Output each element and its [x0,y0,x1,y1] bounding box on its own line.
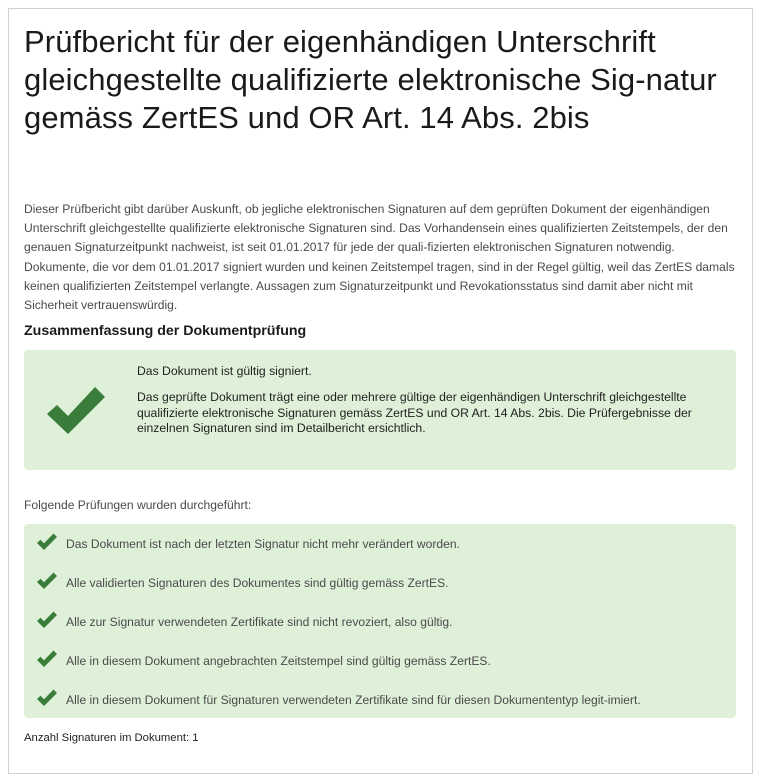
check-item [36,688,724,708]
check-item-label: Alle zur Signatur verwendeten Zertifikate sind nicht revoziert, also gültig. [66,615,453,630]
summary-heading: Zusammenfassung der Dokumentprüfung [24,323,307,340]
report-page [8,8,753,774]
check-item [36,532,724,552]
check-item-label: Das Dokument ist nach der letzten Signatur nicht mehr verändert worden. [66,537,460,552]
summary-status-title: Das Dokument ist gültig signiert. [137,364,312,379]
report-title: Prüfbericht für der eigenhändigen Unterschrift gleichgestellte qualifizierte elektronische Sig-natur gemäss ZertES und OR Art. 14 Abs. 2bis [24,24,717,135]
checkmark-icon [36,649,58,669]
report-intro: Dieser Prüfbericht gibt darüber Auskunft, ob jegliche elektronischen Signaturen auf dem geprüften Dokument der eigenhändigen Unterschrift gleichgestellte qualifizierte elektronische Signaturen sind. Das Vorhandensein eines qualifizierten Zeitstempels, der den genauen Signaturzeitpunkt nachweist, ist seit 01.01.2017 für jede der quali-fizierten elektronischen Signaturen notwendig. Dokumente, die vor dem 01.01.2017 signiert wurden und keinen Zeitstempel tragen, sind in der Regel gültig, weil das ZertES damals keinen qualifizierten Zeitstempel verlangte. Aussagen zum Signaturzeitpunkt und Revokationsstatus sind damit aber nicht mit Sicherheit vertrauenswürdig. [24,202,735,313]
checkmark-icon [43,378,107,442]
checkmark-icon [36,571,58,591]
signature-count: Anzahl Signaturen im Dokument: 1 [24,732,199,745]
check-item-label: Alle validierten Signaturen des Dokumentes sind gültig gemäss ZertES. [66,576,449,591]
summary-box [24,350,736,470]
checks-heading: Folgende Prüfungen wurden durchgeführt: [24,498,252,513]
checks-list [24,524,736,718]
check-item [36,649,724,669]
check-item-label: Alle in diesem Dokument angebrachten Zeitstempel sind gültig gemäss ZertES. [66,654,491,669]
check-item [36,571,724,591]
check-item [36,610,724,630]
checkmark-icon [36,610,58,630]
checkmark-icon [36,688,58,708]
checkmark-icon [36,532,58,552]
check-item-label: Alle in diesem Dokument für Signaturen verwendeten Zertifikate sind für diesen Dokumententyp legit-imiert. [66,693,641,708]
summary-status-text: Das geprüfte Dokument trägt eine oder mehrere gültige der eigenhändigen Unterschrift gleichgestellte qualifizierte elektronische Signaturen gemäss ZertES und OR Art. 14 Abs. 2bis. Die Prüfergebnisse der einzelnen Signaturen sind im Detailbericht ersichtlich. [137,390,692,436]
